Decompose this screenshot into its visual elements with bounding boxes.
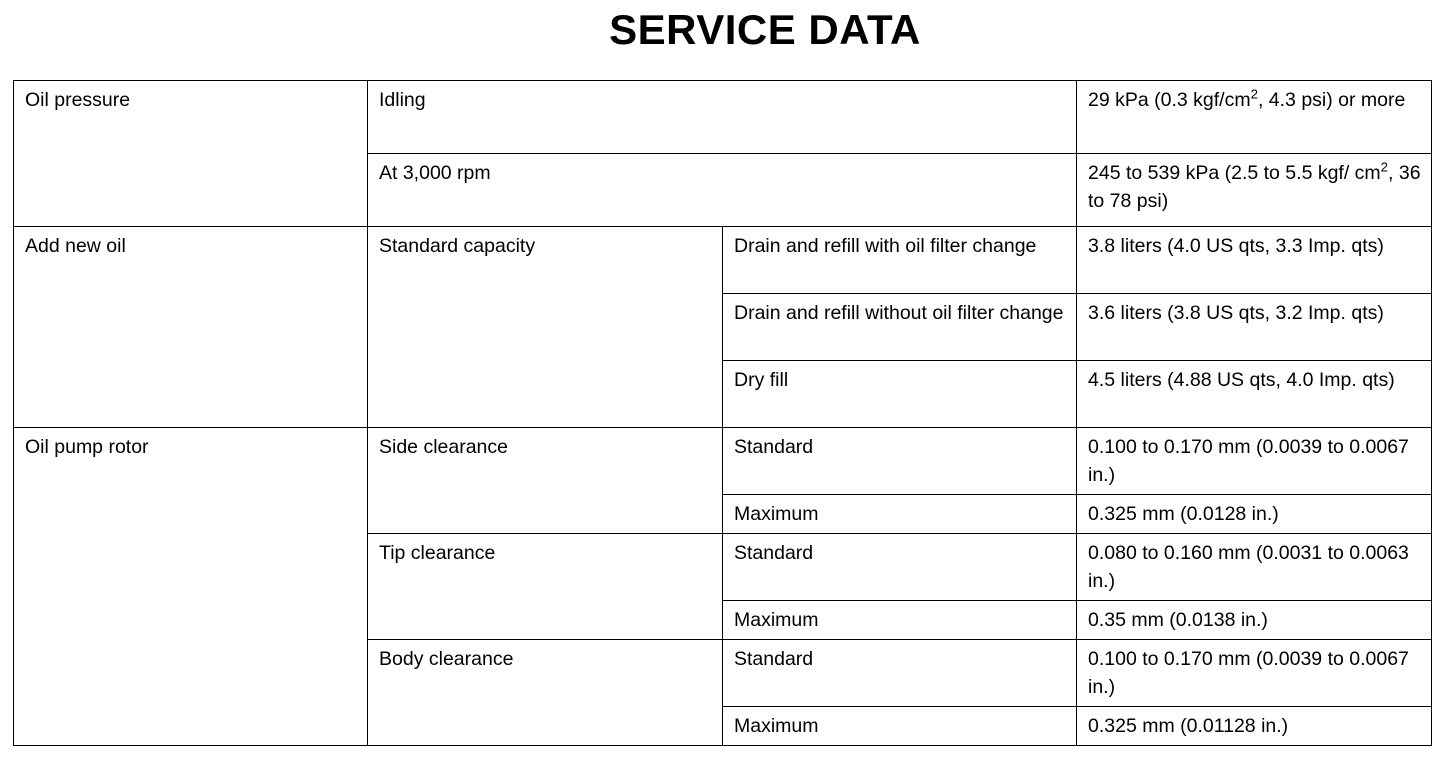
table-row [14, 81, 1432, 154]
standard-label: Standard [723, 428, 1077, 495]
idling-label: Idling [368, 81, 1077, 154]
body-clearance-label: Body clearance [368, 640, 723, 746]
standard-label: Standard [723, 640, 1077, 707]
standard-capacity-label: Standard capacity [368, 227, 723, 428]
oil-condition: Drain and refill with oil filter change [723, 227, 1077, 294]
service-data-table [13, 80, 1432, 746]
standard-label: Standard [723, 534, 1077, 601]
oil-pump-rotor-label: Oil pump rotor [14, 428, 368, 746]
standard-value: 0.080 to 0.160 mm (0.0031 to 0.0063 in.) [1077, 534, 1432, 601]
maximum-value: 0.35 mm (0.0138 in.) [1077, 601, 1432, 640]
maximum-value: 0.325 mm (0.01128 in.) [1077, 707, 1432, 746]
maximum-label: Maximum [723, 495, 1077, 534]
oil-capacity-value: 3.6 liters (3.8 US qts, 3.2 Imp. qts) [1077, 294, 1432, 361]
at-3000-rpm-label: At 3,000 rpm [368, 154, 1077, 227]
table-row [14, 227, 1432, 294]
oil-condition: Drain and refill without oil filter change [723, 294, 1077, 361]
tip-clearance-label: Tip clearance [368, 534, 723, 640]
page-title: SERVICE DATA [609, 6, 921, 53]
oil-capacity-value: 3.8 liters (4.0 US qts, 3.3 Imp. qts) [1077, 227, 1432, 294]
maximum-value: 0.325 mm (0.0128 in.) [1077, 495, 1432, 534]
maximum-label: Maximum [723, 707, 1077, 746]
maximum-label: Maximum [723, 601, 1077, 640]
oil-pressure-label: Oil pressure [14, 81, 368, 227]
add-new-oil-label: Add new oil [14, 227, 368, 428]
at-3000-rpm-value: 245 to 539 kPa (2.5 to 5.5 kgf/ $cm^2$, 36 to 78 psi) [1077, 154, 1432, 227]
table-row [14, 428, 1432, 495]
standard-value: 0.100 to 0.170 mm (0.0039 to 0.0067 in.) [1077, 640, 1432, 707]
idling-value: 29 kPa (0.3 kgf/$cm^2$, 4.3 psi) or more [1077, 81, 1432, 154]
side-clearance-label: Side clearance [368, 428, 723, 534]
oil-condition: Dry fill [723, 361, 1077, 428]
standard-value: 0.100 to 0.170 mm (0.0039 to 0.0067 in.) [1077, 428, 1432, 495]
oil-capacity-value: 4.5 liters (4.88 US qts, 4.0 Imp. qts) [1077, 361, 1432, 428]
